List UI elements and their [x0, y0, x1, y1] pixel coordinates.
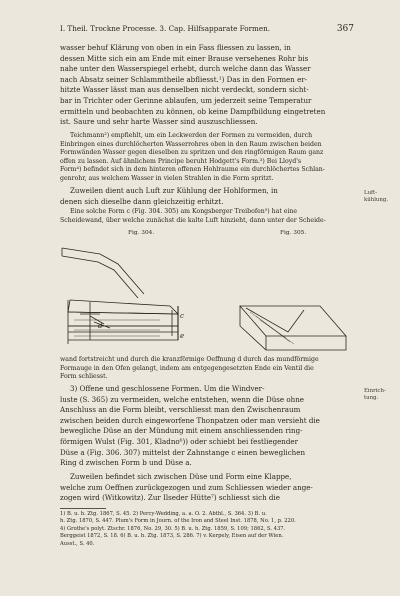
text-line: zogen wird (Witkowitz). Zur Ilseder Hütte⁷) schliesst sich die	[60, 493, 280, 503]
text-line: luste (S. 365) zu vermeiden, welche entstehen, wenn die Düse ohne	[60, 394, 304, 404]
text-line: zwischen beiden durch eingeworfene Thonpatzen oder man versieht die	[60, 415, 320, 425]
fig-304-drawing	[62, 248, 178, 344]
footnote-rule	[60, 508, 106, 509]
text-line: Scheidewand, über welche zunächst die kalte Luft hinzieht, dann unter der Scheide-	[60, 216, 326, 224]
margin-note-line: Luft-	[364, 190, 378, 196]
text-line: offen zu lassen. Auf ähnlichem Principe beruht Hodgett's Form.³) Bei Lloyd's	[60, 157, 302, 165]
text-line: hitzte Wasser lässt man aus denselben nicht verdeckt, sondern sicht-	[60, 85, 309, 95]
paragraph-flap	[60, 472, 356, 504]
text-line: Zuweilen dient auch Luft zur Kühlung der Hohlformen, in	[70, 186, 278, 195]
text-line: genrohr, aus welchem Wasser in vielen Strahlen in die Form spritzt.	[60, 174, 274, 182]
paragraph-form-continuation	[60, 356, 356, 382]
text-line: Düse a (Fig. 306. 307) mittelst der Zahnstange c einen beweglichen	[60, 447, 306, 457]
paragraph-water-clarification	[60, 43, 356, 128]
page-header	[60, 22, 354, 36]
footnote-line: h. Ztg. 1870, S. 447. Plum's Form in Journ. of the Iron and Steel Inst. 1878, No. 1, p. 220.	[60, 518, 296, 525]
margin-note-line: Einrich-	[364, 388, 386, 394]
text-line: Eine solche Form c (Fig. 304. 305) am Kongsberger Treibofen⁵) hat eine	[70, 208, 298, 215]
paragraph-kongsberg	[60, 208, 356, 225]
text-line: Formwänden Wasser gegen dieselben zu spritzen und den ringförmigen Raum ganz	[60, 149, 324, 157]
footnote-line: Ausst., S. 40.	[60, 540, 95, 547]
text-line: wasser behuf Klärung von oben in ein Fass fliessen zu lassen, in	[60, 43, 291, 52]
text-line: Formauge in den Ofen gelangt, indem am entgegengesetzten Ende ein Ventil die	[60, 364, 314, 372]
text-line: welche zum Oeffnen zurückgezogen und zum Schliessen wieder ange-	[60, 482, 313, 492]
footnote-line: 4) Grothe's polyt. Ztschr. 1876, No. 29, 30. 5) B. u. h. Ztg. 1859, S. 109; 1862, S. 437.	[60, 525, 286, 532]
text-line: dessen Mitte sich ein am Ende mit einer Brause versehenes Rohr bis	[60, 53, 309, 63]
text-line: förmigen Wulst (Fig. 301, Kladno⁶)) oder schiebt bei festliegender	[60, 436, 299, 446]
figure-tuyere-drawings	[60, 240, 360, 352]
text-line: Teichmann²) empfiehlt, um ein Leckwerden der Formen zu vermeiden, durch	[70, 132, 313, 139]
text-line: bar in Trichter oder Gerinne ablaufen, um jederzeit seine Temperatur	[60, 95, 312, 105]
paragraph-open-closed-forms	[60, 384, 356, 469]
text-line: Ring d zwischen Form b und Düse a.	[60, 458, 192, 468]
fig-305-drawing	[240, 306, 346, 350]
fig-304-caption: Fig. 304.	[128, 230, 155, 236]
text-line: Anschluss an die Form bleibt, verschliesst man den Zwischenraum	[60, 405, 301, 415]
footnote-line: 1) B. u. h. Ztg. 1867, S. 45. 2) Percy-Wedding, a. a. O. 2. Abthl., S. 364. 3) B. u.	[60, 511, 267, 517]
text-line: wand fortstreicht und durch die kranzförmige Oeffnung d durch das mundförmige	[60, 356, 319, 363]
page-number: 367	[336, 24, 354, 34]
section-heading-line: 3) Offene und geschlossene Formen. Um die Windver-	[70, 384, 265, 393]
text-line: Zuweilen befindet sich zwischen Düse und Form eine Klappe,	[70, 472, 292, 481]
paragraph-air-cooling	[60, 186, 356, 207]
margin-note-line: tung.	[364, 395, 379, 401]
margin-note-einrichtung	[364, 388, 386, 402]
text-line: nach Absatz seiner Schlammtheile abfliesst.¹) Das in den Formen er-	[60, 74, 308, 84]
text-line: denen sich dieselbe dann gleichzeitig erhitzt.	[60, 196, 224, 206]
label-d: d	[98, 322, 103, 330]
running-title: I. Theil. Trockne Processe. 3. Cap. Hilfsapparate Formen.	[60, 24, 271, 33]
text-line: Form schliesst.	[60, 373, 108, 381]
text-line: Form⁴) befindet sich in dem hinteren offenen Hohlraume ein durchlöchertes Schlan-	[60, 166, 325, 174]
text-line: ist. Saure und sehr harte Wasser sind auszuschliessen.	[60, 117, 258, 127]
text-line: bewegliche Düse an der Mündung mit einem anschliessenden ring-	[60, 426, 303, 436]
label-e: e	[180, 332, 185, 340]
fig-305-caption: Fig. 305.	[280, 230, 307, 236]
footnote-line: Berggeist 1872, S. 18. 6) B. u. h. Ztg. 1873, S. 286. 7) v. Kerpely, Eisen auf der Wien.	[60, 533, 284, 540]
text-line: Einbringen eines durchlöcherten Wasserrohres oben in den Raum zwischen beiden	[60, 140, 322, 148]
paragraph-teichmann	[60, 132, 356, 184]
margin-note-luftkuehlung	[364, 190, 388, 204]
label-c: c	[180, 312, 184, 320]
text-line: nahe unter den Wasserspiegel erhebt, durch welche dann das Wasser	[60, 64, 311, 74]
margin-note-line: kühlung.	[364, 197, 389, 203]
footnotes	[60, 511, 356, 548]
text-line: ermitteln und beobachten zu können, ob keine Dampfbildung eingetreten	[60, 106, 326, 116]
